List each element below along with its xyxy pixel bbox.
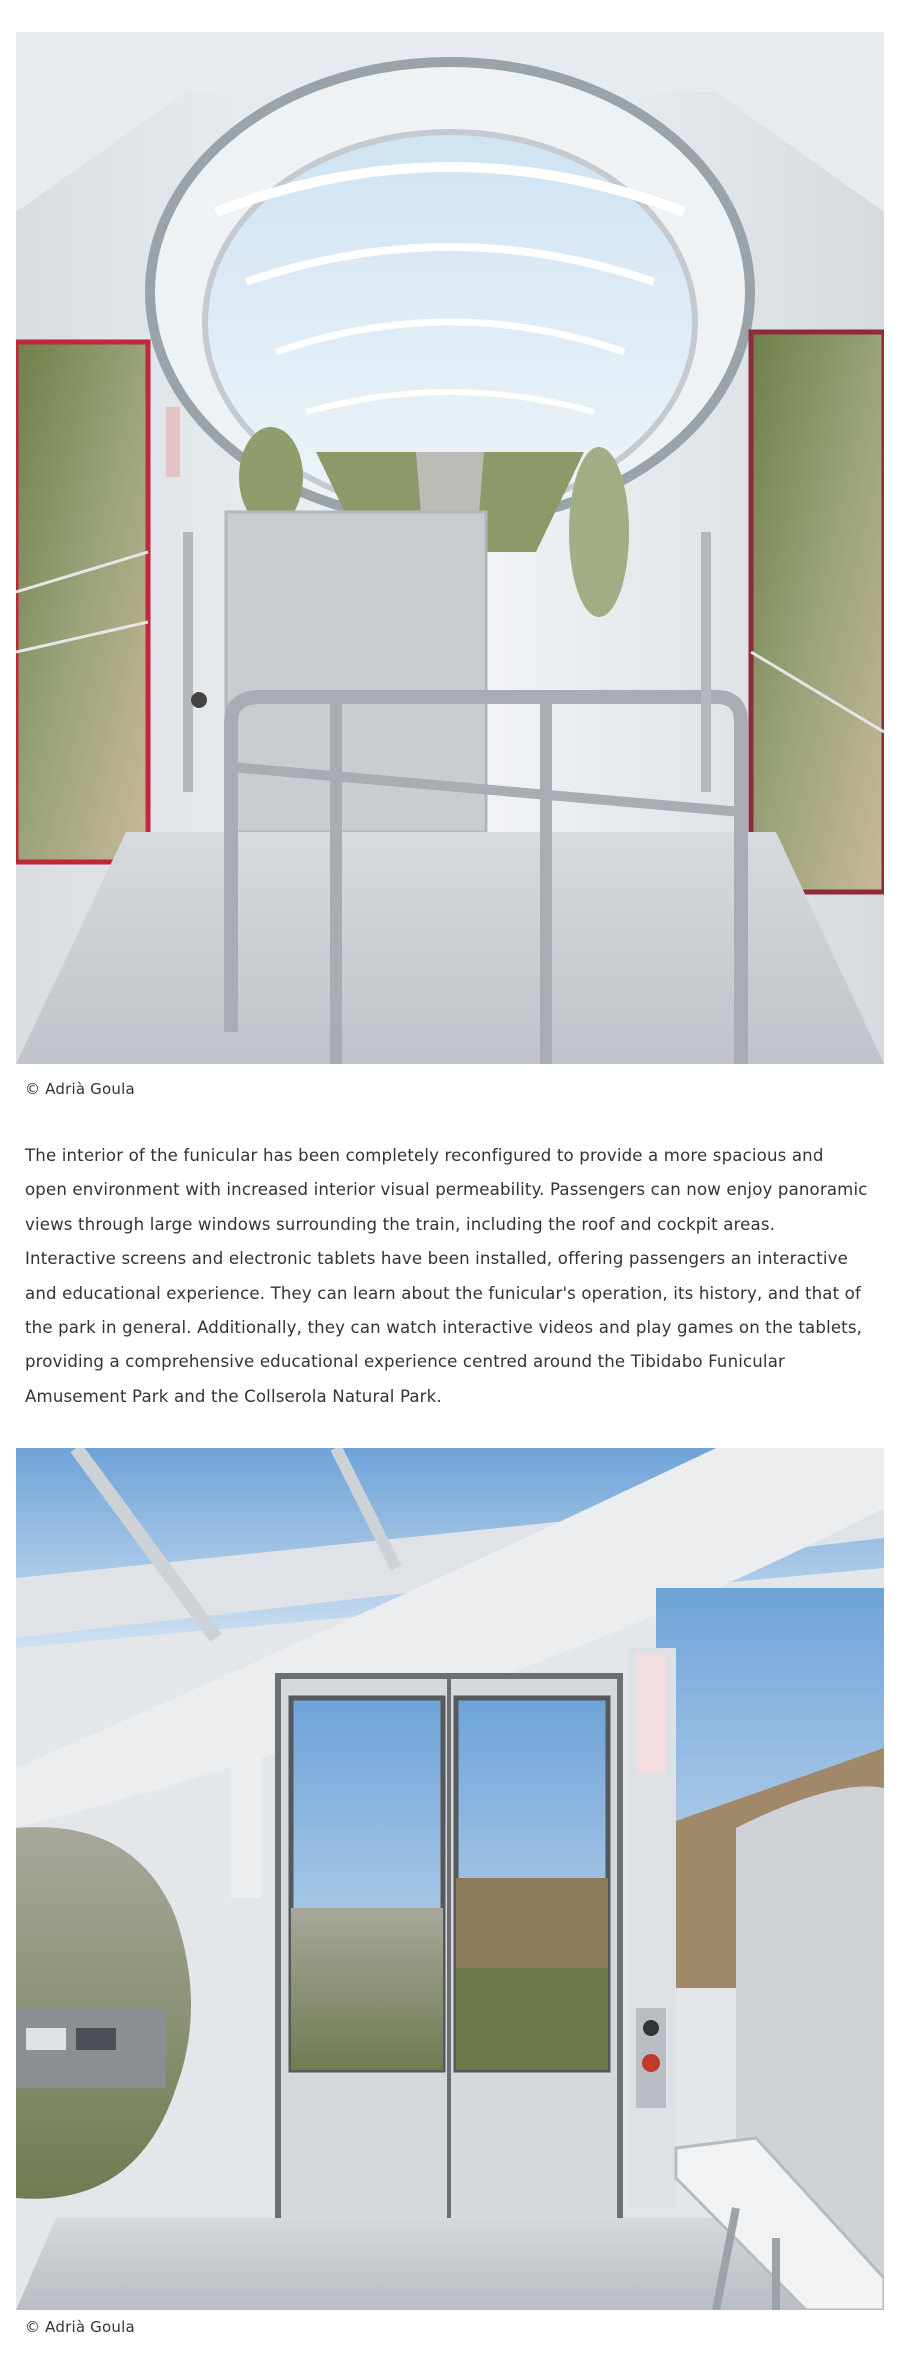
photo-illustration [16,1448,884,2310]
photo-credit: © Adrià Goula [25,1080,135,1098]
article-paragraph: The interior of the funicular has been completely reconfigured to provide a more spacious and open environment with increased interior visual permeability. Passengers can now enjoy panoramic views through large windows surrounding the train, including the roof and cockpit areas. Interactive screens and electronic tablets have been installed, offering passengers an interactive and educational experience. They can learn about the funicular's operation, its history, and that of the park in general. Additionally, they can watch interactive videos and play games on the tablets, providing a comprehensive educational experience centred around the Tibidabo Funicular Amusement Park and the Collserola Natural Park. [25,1146,868,1406]
photo-credit: © Adrià Goula [25,2318,135,2336]
photo-funicular-interior-2 [16,1448,884,2310]
photo-funicular-interior-1 [16,32,884,1064]
photo-illustration [16,32,884,1064]
